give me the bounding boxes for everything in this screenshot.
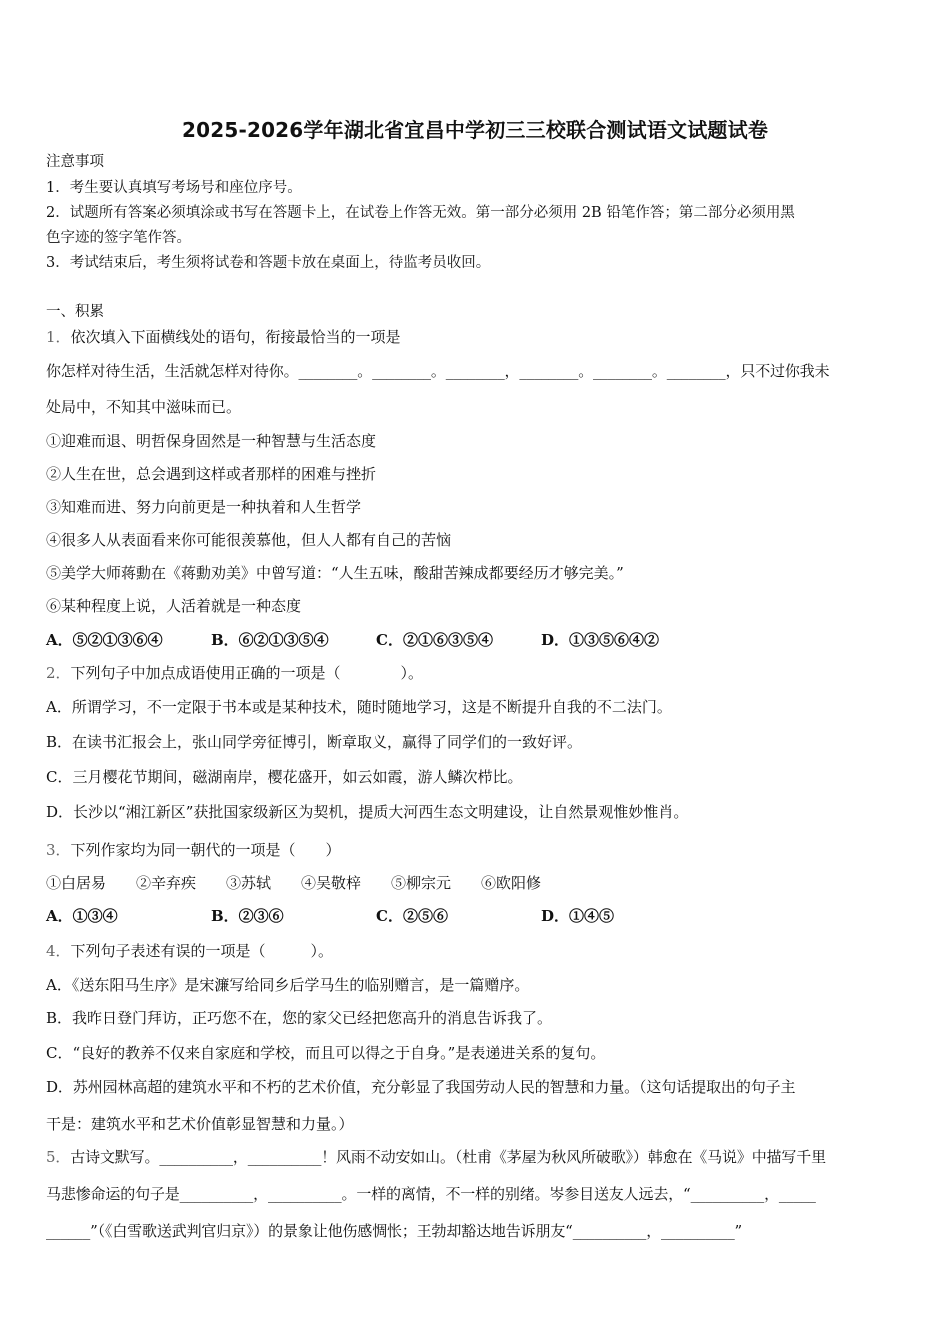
q5-line-1-text: 古诗文默写。__________，__________！风雨不动安如山。（杜甫《茅屋为秋风所破歌》）韩愈在《马说》中描写千里 (70, 1148, 826, 1166)
q4-option-b[interactable]: B．我昨日登门拜访，正巧您不在，您的家父已经把您高升的消息告诉我了。 (46, 1009, 553, 1027)
q4-option-a[interactable]: A．《送东阳马生序》是宋濂写给同乡后学马生的临别赠言，是一篇赠序。 (46, 976, 530, 994)
q3-number: 3． (46, 841, 71, 859)
q1-text-line-1: 你怎样对待生活，生活就怎样对待你。________。________。________，________。________。________，只不过你我未 (46, 362, 830, 380)
q4-option-c[interactable]: C．“良好的教养不仅来自家庭和学校，而且可以得之于自身。”是表递进关系的复句。 (46, 1044, 606, 1062)
q1-item-5: ⑤美学大师蒋勳在《蒋勳劝美》中曾写道：“人生五味，酸甜苦辣成都要经历才够完美。” (46, 564, 624, 582)
q4-number: 4． (46, 942, 71, 960)
q4-stem (46, 941, 908, 961)
q1-item-4: ④很多人从表面看来你可能很羡慕他，但人人都有自己的苦恼 (46, 531, 452, 549)
q3-stem-text: 下列作家均为同一朝代的一项是（ ） (70, 841, 341, 859)
q2-number: 2． (46, 664, 71, 682)
notice-heading: 注意事项 (46, 154, 104, 170)
q3-items: ①白居易 ②辛弃疾 ③苏轼 ④吴敬梓 ⑤柳宗元 ⑥欧阳修 (46, 874, 542, 892)
q1-item-3: ③知难而进、努力向前更是一种执着和人生哲学 (46, 498, 362, 516)
q2-option-a[interactable]: A．所谓学习，不一定限于书本或是某种技术，随时随地学习，这是不断提升自我的不二法门。 (46, 698, 672, 716)
q1-option-d[interactable]: D．①③⑤⑥④② (541, 631, 660, 649)
q3-stem (46, 840, 908, 860)
q4-stem-text: 下列句子表述有误的一项是（ ）。 (70, 942, 334, 960)
notice-item-3: 3．考试结束后，考生须将试卷和答题卡放在桌面上，待监考员收回。 (46, 255, 491, 271)
q1-option-c[interactable]: C．②①⑥③⑤④ (376, 631, 493, 649)
q2-option-b[interactable]: B．在读书汇报会上，张山同学旁征博引，断章取义，赢得了同学们的一致好评。 (46, 733, 583, 751)
q2-stem-text: 下列句子中加点成语使用正确的一项是（ ）。 (70, 664, 424, 682)
q3-option-a[interactable]: A．①③④ (46, 907, 118, 925)
q1-options (46, 630, 908, 650)
q3-option-d[interactable]: D．①④⑤ (541, 907, 615, 925)
section-heading: 一、积累 (46, 304, 104, 320)
q2-option-c[interactable]: C．三月樱花节期间，磁湖南岸，樱花盛开，如云如霞，游人鳞次栉比。 (46, 768, 523, 786)
notice-item-2-cont: 色字迹的签字笔作答。 (46, 230, 191, 246)
q5-line-2: 马悲惨命运的句子是__________，__________。一样的离情，不一样的别绪。岑参目送友人远去，“__________，_____ (46, 1185, 816, 1203)
q3-options (46, 906, 908, 926)
q1-item-6: ⑥某种程度上说，人活着就是一种态度 (46, 597, 302, 615)
q4-option-d[interactable]: D．苏州园林高超的建筑水平和不朽的艺术价值，充分彰显了我国劳动人民的智慧和力量。（这句话提取出的句子主 (46, 1078, 796, 1096)
notice-item-1: 1．考生要认真填写考场号和座位序号。 (46, 180, 302, 196)
exam-title: 2025-2026学年湖北省宜昌中学初三三校联合测试语文试题试卷 (181, 118, 769, 142)
q1-stem-text: 依次填入下面横线处的语句，衔接最恰当的一项是 (70, 328, 401, 346)
q4-option-d-cont: 干是：建筑水平和艺术价值彰显智慧和力量。） (46, 1115, 354, 1133)
q2-stem (46, 663, 908, 683)
q1-text-line-2: 处局中，不知其中滋味而已。 (46, 398, 242, 416)
q1-item-1: ①迎难而退、明哲保身固然是一种智慧与生活态度 (46, 432, 377, 450)
q2-option-d[interactable]: D．长沙以“湘江新区”获批国家级新区为契机，提质大河西生态文明建设，让自然景观惟妙惟肖。 (46, 803, 689, 821)
q1-number: 1． (46, 328, 71, 346)
q3-option-c[interactable]: C．②⑤⑥ (376, 907, 448, 925)
q1-option-b[interactable]: B．⑥②①③⑤④ (211, 631, 329, 649)
q1-option-a[interactable]: A．⑤②①③⑥④ (46, 631, 163, 649)
notice-item-2: 2．试题所有答案必须填涂或书写在答题卡上，在试卷上作答无效。第一部分必须用 2B 铅笔作答；第二部分必须用黑 (46, 205, 795, 221)
q5-line-1 (46, 1147, 908, 1167)
q1-stem (46, 327, 908, 347)
q1-item-2: ②人生在世，总会遇到这样或者那样的困难与挫折 (46, 465, 377, 483)
q3-option-b[interactable]: B．②③⑥ (211, 907, 284, 925)
q5-number: 5． (46, 1148, 71, 1166)
q5-line-3: ______”（《白雪歌送武判官归京》）的景象让他伤感惆怅；王勃却豁达地告诉朋友“__________，__________” (46, 1222, 743, 1240)
